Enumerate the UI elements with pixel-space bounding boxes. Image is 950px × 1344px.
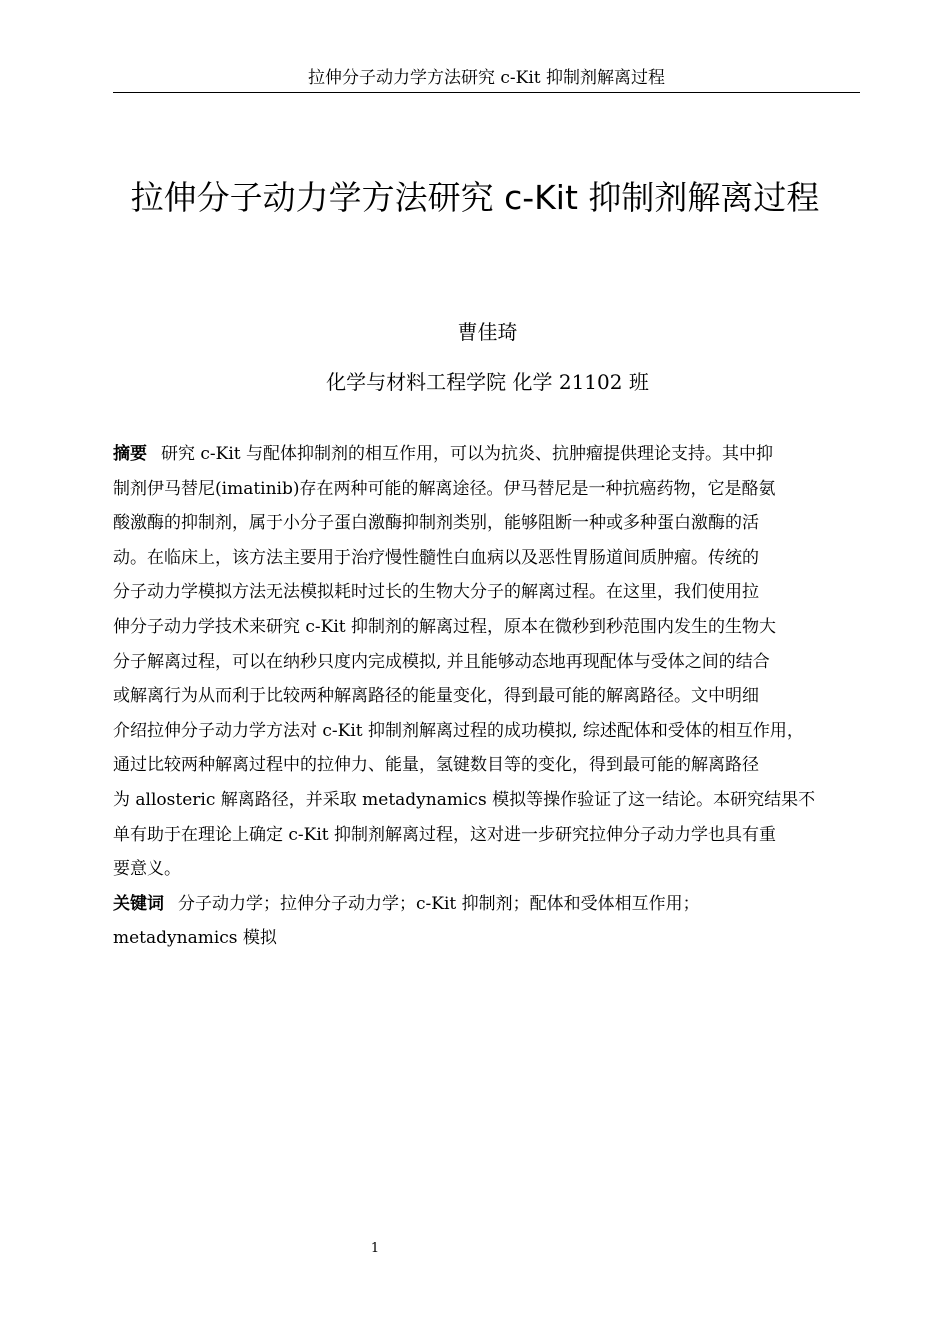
paper-title: 拉伸分子动力学方法研究 c-Kit 抑制剂解离过程: [130, 178, 820, 217]
abstract-line: 制剂伊马替尼(imatinib)存在两种可能的解离途径。伊马替尼是一种抗癌药物，它是酪氨: [113, 478, 776, 499]
abstract-line: [113, 437, 858, 472]
abstract-line: 单有助于在理论上确定 c-Kit 抑制剂解离过程，这对进一步研究拉伸分子动力学也具有重: [113, 824, 777, 845]
abstract-line: 动。在临床上，该方法主要用于治疗慢性髓性白血病以及恶性胃肠道间质肿瘤。传统的: [113, 547, 759, 568]
abstract-line: 或解离行为从而利于比较两种解离路径的能量变化，得到最可能的解离路径。文中明细: [113, 686, 759, 707]
running-header: 拉伸分子动力学方法研究 c-Kit 抑制剂解离过程: [307, 68, 666, 88]
abstract-line: 介绍拉伸分子动力学方法对 c-Kit 抑制剂解离过程的成功模拟, 综述配体和受体的相互作用，: [113, 720, 804, 741]
abstract-line: 分子动力学模拟方法无法模拟耗时过长的生物大分子的解离过程。在这里，我们使用拉: [113, 582, 759, 603]
abstract-line: 伸分子动力学技术来研究 c-Kit 抑制剂的解离过程，原本在微秒到秒范围内发生的生物大: [113, 616, 777, 637]
abstract-line: 酸激酶的抑制剂，属于小分子蛋白激酶抑制剂类别，能够阻断一种或多种蛋白激酶的活: [113, 513, 759, 534]
abstract-line: 为 allosteric 解离路径，并采取 metadynamics 模拟等操作验证了这一结论。本研究结果不: [113, 789, 816, 810]
abstract-label: 摘要: [113, 444, 147, 464]
abstract-line: 要意义。: [113, 859, 181, 880]
abstract-line: 分子解离过程，可以在纳秒只度内完成模拟, 并且能够动态地再现配体与受体之间的结合: [113, 651, 770, 672]
abstract-line: 通过比较两种解离过程中的拉伸力、能量，氢键数目等的变化，得到最可能的解离路径: [113, 755, 759, 776]
page-number: 1: [370, 1241, 380, 1256]
header-rule: [113, 92, 860, 93]
keywords-line: [113, 887, 858, 922]
keywords-text: 分子动力学；拉伸分子动力学；c-Kit 抑制剂；配体和受体相互作用；: [178, 893, 700, 914]
keywords-label: 关键词: [113, 893, 164, 914]
author-affiliation: 化学与材料工程学院 化学 21102 班: [326, 370, 649, 394]
abstract-section: [113, 437, 858, 956]
keywords-line: metadynamics 模拟: [113, 928, 277, 949]
author-name: 曹佳琦: [457, 320, 518, 344]
abstract-text: 研究 c-Kit 与配体抑制剂的相互作用，可以为抗炎、抗肿瘤提供理论支持。其中抑: [161, 444, 774, 464]
